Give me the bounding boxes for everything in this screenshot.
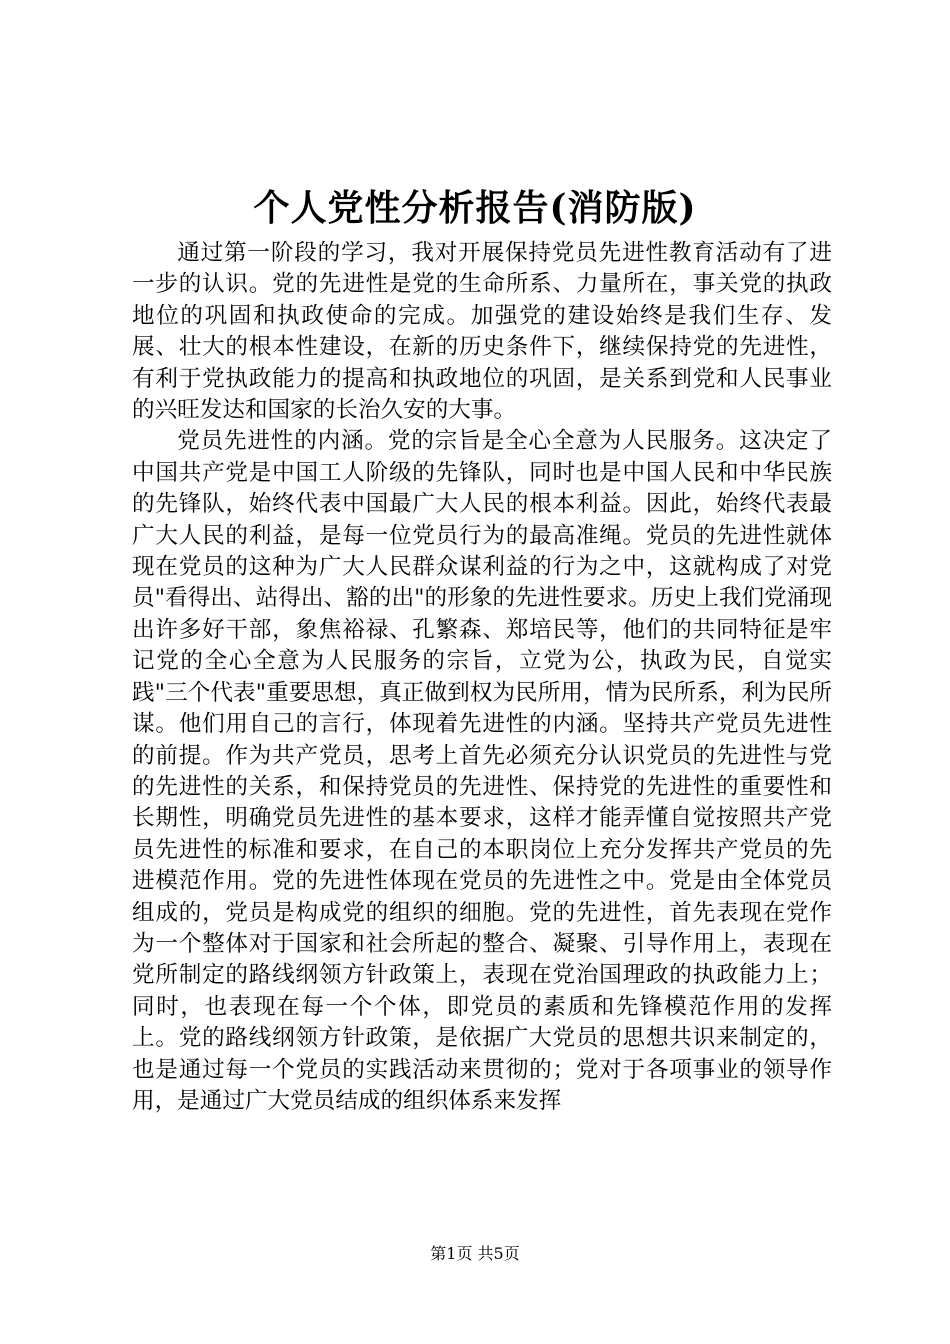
page-number: 第1页 共5页 xyxy=(430,1244,520,1263)
paragraph: 通过第一阶段的学习，我对开展保持党员先进性教育活动有了进一步的认识。党的先进性是党的生命所系、力量所在，事关党的执政地位的巩固和执政使命的完成。加强党的建设始终是我们生存、发展、壮大的根本性建设，在新的历史条件下，继续保持党的先进性，有利于党执政能力的提高和执政地位的巩固，是关系到党和人民事业的兴旺发达和国家的长治久安的大事。 xyxy=(132,240,832,424)
paragraph: 党员先进性的内涵。党的宗旨是全心全意为人民服务。这决定了中国共产党是中国工人阶级的先锋队，同时也是中国人民和中华民族的先锋队，始终代表中国最广大人民的根本利益。因此，始终代表最广大人民的利益，是每一位党员行为的最高准绳。党员的先进性就体现在党员的这种为广大人民群众谋利益的行为之中，这就构成了对党员"看得出、站得出、豁的出"的形象的先进性要求。历史上我们党涌现出许多好干部，象焦裕禄、孔繁森、郑培民等，他们的共同特征是牢记党的全心全意为人民服务的宗旨，立党为公，执政为民，自觉实践"三个代表"重要思想，真正做到权为民所用，情为民所系，利为民所谋。他们用自己的言行，体现着先进性的内涵。坚持共产党员先进性的前提。作为共产党员，思考上首先必须充分认识党员的先进性与党的先进性的关系，和保持党员的先进性、保持党的先进性的重要性和长期性，明确党员先进性的基本要求，这样才能弄懂自觉按照共产党员先进性的标准和要求，在自己的本职岗位上充分发挥共产党员的先进模范作用。党的先进性体现在党员的先进性之中。党是由全体党员组成的，党员是构成党的组织的细胞。党的先进性，首先表现在党作为一个整体对于国家和社会所起的整合、凝聚、引导作用上，表现在党所制定的路线纲领方针政策上，表现在党治国理政的执政能力上；同时，也表现在每一个个体，即党员的素质和先锋模范作用的发挥上。党的路线纲领方针政策，是依据广大党员的思想共识来制定的，也是通过每一个党员的实践活动来贯彻的；党对于各项事业的领导作用，是通过广大党员结成的组织体系来发挥 xyxy=(132,428,832,1114)
document-title: 个人党性分析报告(消防版) xyxy=(253,187,697,229)
document-body xyxy=(132,238,832,1117)
